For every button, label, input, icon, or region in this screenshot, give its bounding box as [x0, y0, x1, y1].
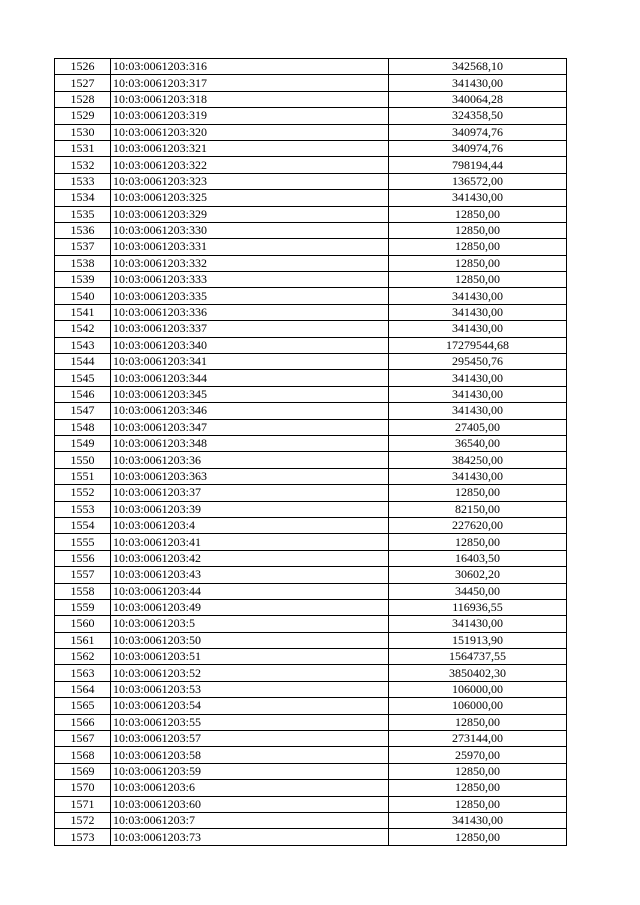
table-row: [55, 321, 567, 337]
cadastral-number-cell: 10:03:0061203:345: [111, 386, 389, 402]
cadastral-value-cell: 12850,00: [389, 206, 567, 222]
table-row: [55, 763, 567, 779]
cadastral-number-cell: 10:03:0061203:346: [111, 403, 389, 419]
table-row: [55, 829, 567, 845]
row-number-cell: 1557: [55, 567, 111, 583]
table-row: [55, 91, 567, 107]
table-row: [55, 550, 567, 566]
cadastral-value-cell: 341430,00: [389, 75, 567, 91]
row-number-cell: 1529: [55, 108, 111, 124]
row-number-cell: 1566: [55, 714, 111, 730]
cadastral-number-cell: 10:03:0061203:320: [111, 124, 389, 140]
cadastral-value-cell: 12850,00: [389, 534, 567, 550]
row-number-cell: 1543: [55, 337, 111, 353]
table-row: [55, 812, 567, 828]
table-row: [55, 731, 567, 747]
row-number-cell: 1564: [55, 681, 111, 697]
cadastral-value-cell: 12850,00: [389, 796, 567, 812]
table-row: [55, 632, 567, 648]
cadastral-number-cell: 10:03:0061203:43: [111, 567, 389, 583]
cadastral-value-cell: 12850,00: [389, 780, 567, 796]
row-number-cell: 1547: [55, 403, 111, 419]
row-number-cell: 1553: [55, 501, 111, 517]
cadastral-number-cell: 10:03:0061203:58: [111, 747, 389, 763]
row-number-cell: 1572: [55, 812, 111, 828]
cadastral-value-cell: 12850,00: [389, 485, 567, 501]
cadastral-value-cell: 106000,00: [389, 698, 567, 714]
cadastral-number-cell: 10:03:0061203:41: [111, 534, 389, 550]
table-row: [55, 59, 567, 75]
table-row: [55, 222, 567, 238]
cadastral-value-cell: 12850,00: [389, 239, 567, 255]
cadastral-number-cell: 10:03:0061203:347: [111, 419, 389, 435]
cadastral-value-cell: 273144,00: [389, 731, 567, 747]
row-number-cell: 1571: [55, 796, 111, 812]
table-row: [55, 386, 567, 402]
cadastral-value-cell: 3850402,30: [389, 665, 567, 681]
row-number-cell: 1567: [55, 731, 111, 747]
cadastral-value-cell: 16403,50: [389, 550, 567, 566]
table-row: [55, 534, 567, 550]
cadastral-number-cell: 10:03:0061203:344: [111, 370, 389, 386]
cadastral-value-cell: 341430,00: [389, 370, 567, 386]
table-row: [55, 337, 567, 353]
cadastral-number-cell: 10:03:0061203:6: [111, 780, 389, 796]
cadastral-value-cell: 34450,00: [389, 583, 567, 599]
cadastral-number-cell: 10:03:0061203:322: [111, 157, 389, 173]
table-row: [55, 140, 567, 156]
cadastral-value-cell: 25970,00: [389, 747, 567, 763]
row-number-cell: 1527: [55, 75, 111, 91]
cadastral-number-cell: 10:03:0061203:54: [111, 698, 389, 714]
table-row: [55, 272, 567, 288]
cadastral-number-cell: 10:03:0061203:319: [111, 108, 389, 124]
cadastral-value-cell: 12850,00: [389, 763, 567, 779]
table-row: [55, 583, 567, 599]
cadastral-value-cell: 12850,00: [389, 714, 567, 730]
row-number-cell: 1561: [55, 632, 111, 648]
table-row: [55, 370, 567, 386]
table-row: [55, 649, 567, 665]
cadastral-value-cell: 384250,00: [389, 452, 567, 468]
cadastral-value-cell: 341430,00: [389, 403, 567, 419]
row-number-cell: 1545: [55, 370, 111, 386]
table-row: [55, 599, 567, 615]
row-number-cell: 1573: [55, 829, 111, 845]
cadastral-number-cell: 10:03:0061203:331: [111, 239, 389, 255]
cadastral-number-cell: 10:03:0061203:50: [111, 632, 389, 648]
cadastral-number-cell: 10:03:0061203:52: [111, 665, 389, 681]
table-row: [55, 75, 567, 91]
table-row: [55, 780, 567, 796]
row-number-cell: 1565: [55, 698, 111, 714]
table-row: [55, 681, 567, 697]
cadastral-number-cell: 10:03:0061203:340: [111, 337, 389, 353]
cadastral-value-cell: 341430,00: [389, 386, 567, 402]
table-body: [55, 59, 567, 846]
row-number-cell: 1542: [55, 321, 111, 337]
row-number-cell: 1556: [55, 550, 111, 566]
table-row: [55, 665, 567, 681]
cadastral-value-cell: 116936,55: [389, 599, 567, 615]
cadastral-number-cell: 10:03:0061203:316: [111, 59, 389, 75]
cadastral-number-cell: 10:03:0061203:348: [111, 435, 389, 451]
table-row: [55, 255, 567, 271]
cadastral-value-cell: 82150,00: [389, 501, 567, 517]
cadastral-number-cell: 10:03:0061203:332: [111, 255, 389, 271]
cadastral-value-cell: 341430,00: [389, 288, 567, 304]
table-row: [55, 435, 567, 451]
table-row: [55, 468, 567, 484]
row-number-cell: 1544: [55, 354, 111, 370]
row-number-cell: 1533: [55, 173, 111, 189]
table-row: [55, 239, 567, 255]
cadastral-number-cell: 10:03:0061203:42: [111, 550, 389, 566]
row-number-cell: 1541: [55, 304, 111, 320]
cadastral-value-cell: 151913,90: [389, 632, 567, 648]
cadastral-number-cell: 10:03:0061203:336: [111, 304, 389, 320]
cadastral-value-cell: 324358,50: [389, 108, 567, 124]
table-row: [55, 452, 567, 468]
cadastral-number-cell: 10:03:0061203:36: [111, 452, 389, 468]
table-row: [55, 108, 567, 124]
cadastral-number-cell: 10:03:0061203:37: [111, 485, 389, 501]
cadastral-number-cell: 10:03:0061203:53: [111, 681, 389, 697]
row-number-cell: 1550: [55, 452, 111, 468]
table-row: [55, 714, 567, 730]
table-row: [55, 304, 567, 320]
row-number-cell: 1558: [55, 583, 111, 599]
row-number-cell: 1554: [55, 517, 111, 533]
row-number-cell: 1538: [55, 255, 111, 271]
cadastral-value-cell: 30602,20: [389, 567, 567, 583]
cadastral-number-cell: 10:03:0061203:325: [111, 190, 389, 206]
row-number-cell: 1570: [55, 780, 111, 796]
row-number-cell: 1569: [55, 763, 111, 779]
row-number-cell: 1537: [55, 239, 111, 255]
cadastral-number-cell: 10:03:0061203:59: [111, 763, 389, 779]
cadastral-value-cell: 27405,00: [389, 419, 567, 435]
row-number-cell: 1560: [55, 616, 111, 632]
cadastral-value-cell: 12850,00: [389, 272, 567, 288]
row-number-cell: 1539: [55, 272, 111, 288]
row-number-cell: 1536: [55, 222, 111, 238]
table-row: [55, 567, 567, 583]
row-number-cell: 1555: [55, 534, 111, 550]
cadastral-number-cell: 10:03:0061203:317: [111, 75, 389, 91]
cadastral-value-cell: 227620,00: [389, 517, 567, 533]
table-row: [55, 354, 567, 370]
cadastral-value-cell: 106000,00: [389, 681, 567, 697]
cadastral-number-cell: 10:03:0061203:330: [111, 222, 389, 238]
cadastral-value-cell: 342568,10: [389, 59, 567, 75]
cadastral-value-cell: 12850,00: [389, 829, 567, 845]
table-row: [55, 517, 567, 533]
row-number-cell: 1535: [55, 206, 111, 222]
cadastral-value-cell: 340064,28: [389, 91, 567, 107]
row-number-cell: 1552: [55, 485, 111, 501]
cadastral-value-cell: 12850,00: [389, 255, 567, 271]
cadastral-value-cell: 295450,76: [389, 354, 567, 370]
row-number-cell: 1551: [55, 468, 111, 484]
cadastral-number-cell: 10:03:0061203:57: [111, 731, 389, 747]
cadastral-number-cell: 10:03:0061203:51: [111, 649, 389, 665]
table-row: [55, 747, 567, 763]
table-row: [55, 190, 567, 206]
row-number-cell: 1563: [55, 665, 111, 681]
cadastral-value-cell: 341430,00: [389, 190, 567, 206]
cadastral-number-cell: 10:03:0061203:321: [111, 140, 389, 156]
row-number-cell: 1546: [55, 386, 111, 402]
cadastral-number-cell: 10:03:0061203:4: [111, 517, 389, 533]
table-row: [55, 124, 567, 140]
cadastral-number-cell: 10:03:0061203:335: [111, 288, 389, 304]
table-row: [55, 485, 567, 501]
cadastral-number-cell: 10:03:0061203:7: [111, 812, 389, 828]
row-number-cell: 1548: [55, 419, 111, 435]
table-row: [55, 616, 567, 632]
cadastral-number-cell: 10:03:0061203:337: [111, 321, 389, 337]
row-number-cell: 1528: [55, 91, 111, 107]
cadastral-number-cell: 10:03:0061203:363: [111, 468, 389, 484]
cadastral-number-cell: 10:03:0061203:55: [111, 714, 389, 730]
cadastral-value-cell: 136572,00: [389, 173, 567, 189]
cadastral-number-cell: 10:03:0061203:329: [111, 206, 389, 222]
table-row: [55, 698, 567, 714]
cadastral-value-cell: 798194,44: [389, 157, 567, 173]
table-row: [55, 206, 567, 222]
cadastral-value-cell: 341430,00: [389, 321, 567, 337]
cadastral-number-cell: 10:03:0061203:39: [111, 501, 389, 517]
row-number-cell: 1534: [55, 190, 111, 206]
row-number-cell: 1562: [55, 649, 111, 665]
cadastral-number-cell: 10:03:0061203:5: [111, 616, 389, 632]
cadastral-number-cell: 10:03:0061203:44: [111, 583, 389, 599]
table-row: [55, 403, 567, 419]
cadastral-value-cell: 340974,76: [389, 124, 567, 140]
cadastral-value-cell: 36540,00: [389, 435, 567, 451]
cadastral-value-cell: 341430,00: [389, 304, 567, 320]
row-number-cell: 1530: [55, 124, 111, 140]
cadastral-number-cell: 10:03:0061203:341: [111, 354, 389, 370]
table-row: [55, 419, 567, 435]
cadastral-number-cell: 10:03:0061203:323: [111, 173, 389, 189]
row-number-cell: 1531: [55, 140, 111, 156]
cadastral-number-cell: 10:03:0061203:60: [111, 796, 389, 812]
cadastral-value-cell: 340974,76: [389, 140, 567, 156]
row-number-cell: 1549: [55, 435, 111, 451]
cadastral-number-cell: 10:03:0061203:49: [111, 599, 389, 615]
row-number-cell: 1532: [55, 157, 111, 173]
table-row: [55, 157, 567, 173]
table-row: [55, 173, 567, 189]
row-number-cell: 1559: [55, 599, 111, 615]
row-number-cell: 1568: [55, 747, 111, 763]
row-number-cell: 1526: [55, 59, 111, 75]
cadastral-value-cell: 17279544,68: [389, 337, 567, 353]
cadastral-value-table: [54, 58, 567, 846]
cadastral-number-cell: 10:03:0061203:333: [111, 272, 389, 288]
cadastral-value-cell: 341430,00: [389, 812, 567, 828]
cadastral-number-cell: 10:03:0061203:318: [111, 91, 389, 107]
cadastral-value-cell: 341430,00: [389, 616, 567, 632]
cadastral-value-cell: 12850,00: [389, 222, 567, 238]
cadastral-value-cell: 341430,00: [389, 468, 567, 484]
table-row: [55, 288, 567, 304]
cadastral-number-cell: 10:03:0061203:73: [111, 829, 389, 845]
cadastral-value-cell: 1564737,55: [389, 649, 567, 665]
row-number-cell: 1540: [55, 288, 111, 304]
table-row: [55, 796, 567, 812]
table-row: [55, 501, 567, 517]
